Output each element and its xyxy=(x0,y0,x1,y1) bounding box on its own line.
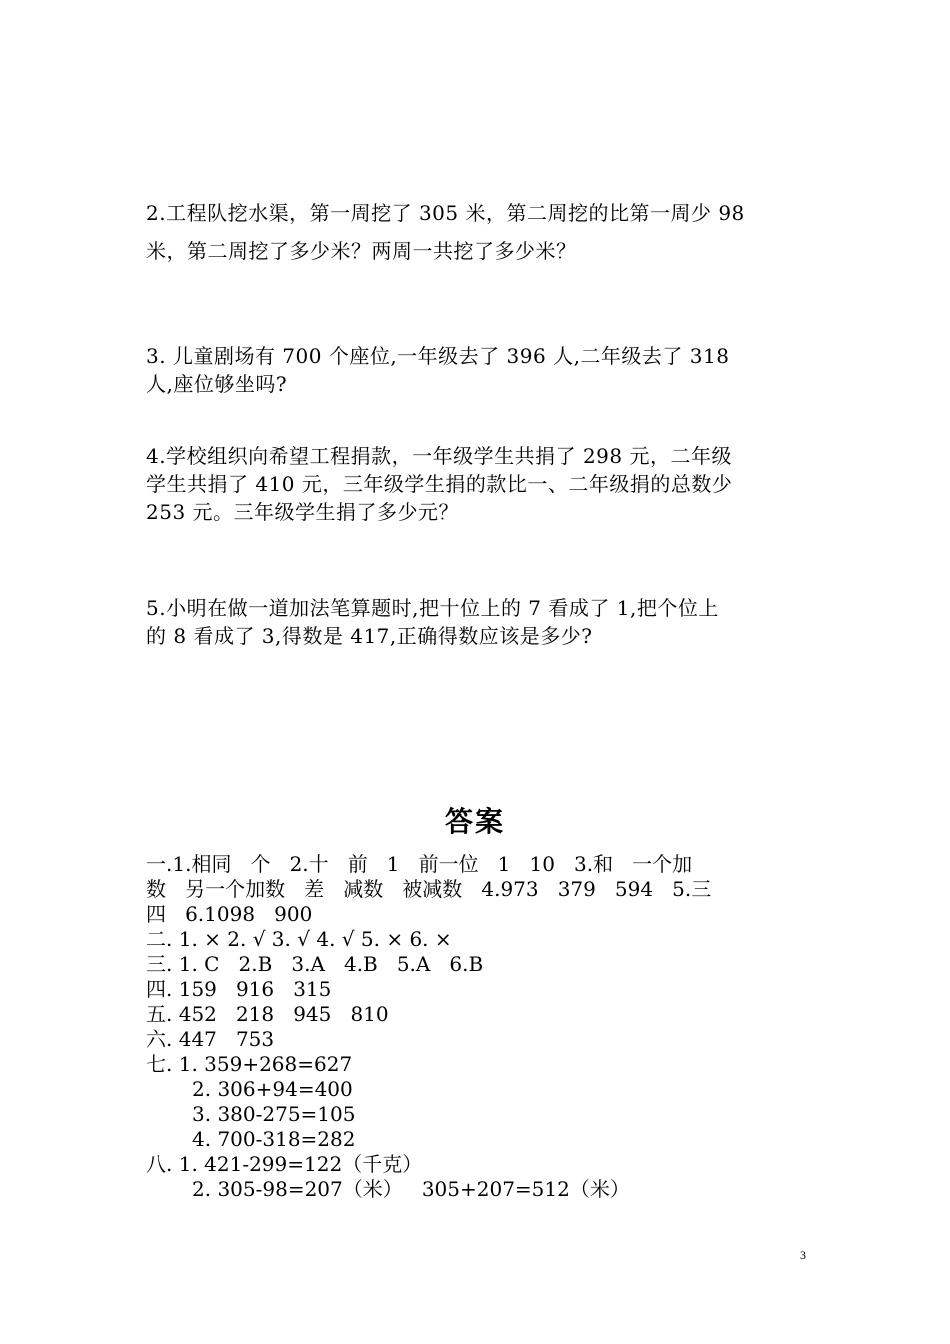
answer-line: 六. 447 753 xyxy=(146,1027,275,1051)
question-3 xyxy=(146,342,816,398)
answer-line: 八. 1. 421-299=122（千克） xyxy=(146,1152,423,1176)
answer-line-indented: 2. 306+94=400 xyxy=(192,1077,353,1101)
answers-section xyxy=(146,852,826,1202)
question-4 xyxy=(146,442,816,526)
answer-line: 四. 159 916 315 xyxy=(146,977,332,1001)
question-2-line-2: 米，第二周挖了多少米？两周一共挖了多少米？ xyxy=(146,239,577,263)
question-2 xyxy=(146,194,816,270)
question-5-line-1: 5.小明在做一道加法笔算题时,把十位上的 7 看成了 1,把个位上 xyxy=(146,596,719,620)
answer-line-indented: 4. 700-318=282 xyxy=(192,1127,356,1151)
answer-line: 四 6.1098 900 xyxy=(146,902,313,926)
page-number: 3 xyxy=(800,1248,806,1262)
question-4-line-2: 学生共捐了 410 元，三年级学生捐的款比一、二年级捐的总数少 xyxy=(146,472,733,496)
answer-line: 三. 1. C 2.B 3.A 4.B 5.A 6.B xyxy=(146,952,484,976)
question-4-line-1: 4.学校组织向希望工程捐款，一年级学生共捐了 298 元，二年级 xyxy=(146,444,732,468)
question-4-line-3: 253 元。三年级学生捐了多少元？ xyxy=(146,500,460,524)
answer-line: 五. 452 218 945 810 xyxy=(146,1002,389,1026)
question-5-line-2: 的 8 看成了 3,得数是 417,正确得数应该是多少? xyxy=(146,624,593,648)
answer-line: 二. 1. × 2. √ 3. √ 4. √ 5. × 6. × xyxy=(146,927,452,951)
answer-line: 数 另一个加数 差 减数 被减数 4.973 379 594 5.三 xyxy=(146,877,712,901)
question-5 xyxy=(146,594,816,650)
answer-line: 七. 1. 359+268=627 xyxy=(146,1052,353,1076)
answers-heading: 答案 xyxy=(444,805,505,838)
question-2-line-1: 2.工程队挖水渠，第一周挖了 305 米，第二周挖的比第一周少 98 xyxy=(146,201,745,225)
answer-line-indented: 3. 380-275=105 xyxy=(192,1102,356,1126)
question-3-line-1: 3. 儿童剧场有 700 个座位,一年级去了 396 人,二年级去了 318 xyxy=(146,344,730,368)
question-3-line-2: 人,座位够坐吗? xyxy=(146,372,288,396)
answer-line-indented: 2. 305-98=207（米） 305+207=512（米） xyxy=(192,1177,630,1201)
answer-line: 一.1.相同 个 2.十 前 1 前一位 1 10 3.和 一个加 xyxy=(146,852,693,876)
